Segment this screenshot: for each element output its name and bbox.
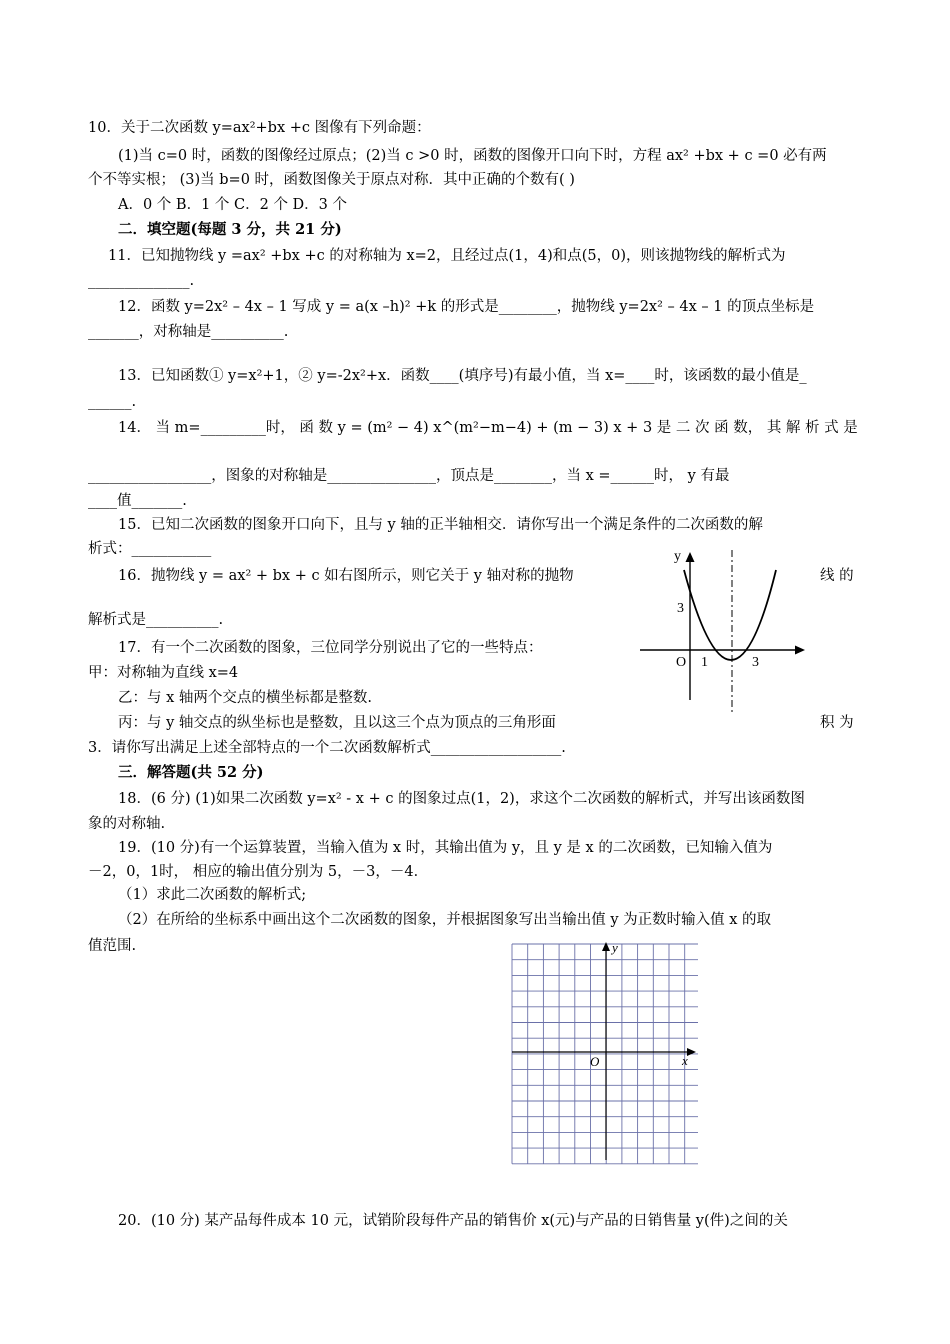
q19-line4: （2）在所给的坐标系中画出这个二次函数的图象，并根据图象写出当输出值 y 为正数时输入值 x 的取 (118, 912, 772, 928)
q10-line3: 个不等实根； (3)当 b=0 时，函数图像关于原点对称．其中正确的个数有( ) (88, 172, 575, 188)
fig16-three-y-label: 3 (677, 601, 684, 616)
q16-line1: 16．抛物线 y = ax² + bx + c 如右图所示，则它关于 y 轴对称的抛物 (118, 568, 574, 584)
fig19-y-label: y (612, 940, 618, 955)
q17-line2: 甲：对称轴为直线 x=4 (88, 665, 239, 681)
q20-line1: 20．(10 分) 某产品每件成本 10 元，试销阶段每件产品的销售价 x(元)与产品的日销售量 y(件)之间的关 (118, 1213, 788, 1229)
section3-heading: 三．解答题(共 52 分) (118, 764, 264, 781)
q12-line2: _______，对称轴是__________. (88, 324, 289, 340)
q16-line2: 解析式是__________. (88, 612, 224, 628)
q16-parabola-figure (630, 540, 810, 720)
q15-line1: 15．已知二次函数的图象开口向下，且与 y 轴的正半轴相交．请你写出一个满足条件的二次函数的解 (118, 517, 763, 533)
fig16-one-label: 1 (701, 655, 708, 670)
q14-line2: _________________，图象的对称轴是_______________，顶点是________，当 x =______时， y 有最 (88, 468, 730, 484)
q19-line5: 值范围. (88, 938, 137, 954)
fig16-origin-label: O (676, 655, 687, 670)
q15-line2: 析式：___________ (88, 541, 212, 557)
q13-line2: ______. (88, 394, 137, 410)
q14-line1: 14． 当 m=_________时， 函 数 y = (m² − 4) x^(m²−m−4) + (m − 3) x + 3 是 二 次 函 数， 其 解 析 式 是 (118, 420, 858, 436)
q11-line1: 11．已知抛物线 y =ax² +bx +c 的对称轴为 x=2，且经过点(1，4)和点(5，0)，则该抛物线的解析式为 (108, 248, 786, 264)
q14-line3: ____值_______. (88, 493, 187, 509)
q17-line5: 3．请你写出满足上述全部特点的一个二次函数解析式__________________. (88, 740, 566, 756)
q16-line1-end: 线 的 (820, 568, 854, 584)
q13-line1: 13．已知函数① y=x²+1，② y=-2x²+x．函数____(填序号)有最小值，当 x=____时，该函数的最小值是_ (118, 368, 807, 384)
fig19-x-label: x (682, 1053, 688, 1068)
fig16-three-x-label: 3 (752, 655, 759, 670)
q19-line2: －2，0，1时， 相应的输出值分别为 5，－3，－4． (88, 864, 429, 880)
q18-line2: 象的对称轴. (88, 816, 166, 832)
fig19-origin-label: O (590, 1054, 600, 1069)
q10-line2: (1)当 c=0 时，函数的图像经过原点；(2)当 c >0 时，函数的图像开口向下时，方程 ax² +bx + c =0 必有两 (118, 148, 827, 164)
q17-line4: 丙：与 y 轴交点的纵坐标也是整数，且以这三个点为顶点的三角形面 (118, 715, 556, 731)
q17-line3: 乙：与 x 轴两个交点的横坐标都是整数. (118, 690, 373, 706)
q10-options: A．0 个 B．1 个 C．2 个 D．3 个 (118, 197, 348, 213)
q19-coordinate-grid (508, 938, 698, 1168)
q11-line2: ______________. (88, 273, 195, 289)
q17-line4-end: 积 为 (820, 715, 854, 731)
q12-line1: 12．函数 y=2x² – 4x – 1 写成 y = a(x –h)² +k 的形式是________，抛物线 y=2x² – 4x – 1 的顶点坐标是 (118, 299, 815, 315)
section2-heading: 二．填空题(每题 3 分，共 21 分) (118, 221, 342, 238)
q19-line3: （1）求此二次函数的解析式; (118, 887, 307, 903)
q10-title: 10．关于二次函数 y=ax²+bx +c 图像有下列命题： (88, 120, 431, 136)
q19-line1: 19．(10 分)有一个运算装置，当输入值为 x 时，其输出值为 y，且 y 是 x 的二次函数，已知输入值为 (118, 840, 773, 856)
fig16-y-label: y (674, 549, 681, 564)
q17-line1: 17．有一个二次函数的图象，三位同学分别说出了它的一些特点： (118, 640, 543, 656)
q18-line1: 18．(6 分) (1)如果二次函数 y=x² - x + c 的图象过点(1，2)，求这个二次函数的解析式，并写出该函数图 (118, 791, 805, 807)
